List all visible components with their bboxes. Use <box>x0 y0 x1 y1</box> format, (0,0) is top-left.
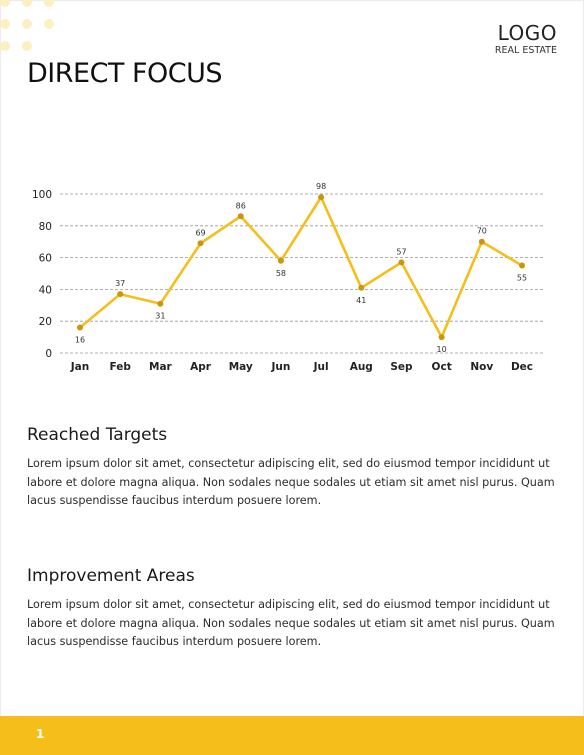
page-title: DIRECT FOCUS <box>27 58 223 89</box>
x-tick-label: Oct <box>431 361 452 373</box>
y-tick-label: 0 <box>45 348 52 360</box>
y-tick-label: 60 <box>38 252 52 265</box>
data-point <box>117 291 123 297</box>
logo-subtitle: REAL ESTATE <box>494 45 557 56</box>
y-tick-label: 80 <box>38 220 52 233</box>
data-label: 70 <box>476 226 487 236</box>
decor-dot <box>0 0 10 7</box>
x-tick-label: Dec <box>510 361 534 373</box>
decor-dot <box>0 41 10 51</box>
x-tick-label: Aug <box>349 361 373 373</box>
section-heading: Reached Targets <box>27 425 168 445</box>
decor-dot <box>22 41 32 51</box>
decor-dot <box>22 19 32 29</box>
x-tick-label: May <box>228 361 253 373</box>
data-point <box>157 301 163 307</box>
decor-dot <box>22 0 32 7</box>
decor-dot <box>44 19 54 29</box>
x-tick-label: Jul <box>313 361 329 373</box>
decor-dot <box>44 0 54 7</box>
x-tick-label: Jan <box>70 361 90 373</box>
data-label: 37 <box>115 279 126 289</box>
x-tick-label: Apr <box>190 361 211 373</box>
section-body: Lorem ipsum dolor sit amet, consectetur adipiscing elit, sed do eiusmod tempor incididunt ut labore et dolore magna aliqua. Non sodales neque sodales ut etiam sit amet nisl purus. Quam lacus suspendisse faucibus interdum posuere lorem. <box>27 598 555 648</box>
section-heading: Improvement Areas <box>27 566 195 586</box>
section-body: Lorem ipsum dolor sit amet, consectetur adipiscing elit, sed do eiusmod tempor incididunt ut labore et dolore magna aliqua. Non sodales neque sodales ut etiam sit amet nisl purus. Quam lacus suspendisse faucibus interdum posuere lorem. <box>27 457 555 507</box>
data-point <box>238 213 244 219</box>
data-point <box>318 194 324 200</box>
data-point <box>398 259 404 265</box>
data-label: 98 <box>315 182 327 192</box>
page-number: 1 <box>36 727 45 741</box>
section-improvement-areas <box>27 566 562 652</box>
x-tick-label: Feb <box>109 361 131 373</box>
data-label: 41 <box>356 295 367 305</box>
y-tick-label: 20 <box>38 316 52 329</box>
logo <box>495 22 557 57</box>
x-tick-label: Mar <box>149 361 172 373</box>
decorative-dots <box>0 0 70 60</box>
series-line <box>80 197 522 337</box>
y-tick-label: 40 <box>38 284 52 297</box>
data-label: 16 <box>74 335 86 345</box>
data-label: 55 <box>516 273 528 283</box>
x-tick-label: Jun <box>271 361 291 373</box>
data-point <box>278 258 284 264</box>
section-reached-targets <box>27 425 562 511</box>
data-point <box>519 263 525 269</box>
line-chart <box>0 175 584 385</box>
data-point <box>439 334 445 340</box>
data-label: 57 <box>396 247 407 257</box>
data-label: 69 <box>195 228 206 238</box>
data-label: 10 <box>436 345 447 355</box>
data-label: 31 <box>155 311 166 321</box>
data-label: 86 <box>235 201 246 211</box>
data-label: 58 <box>275 268 287 278</box>
data-point <box>358 285 364 291</box>
logo-text: LOGO <box>497 21 557 45</box>
decor-dot <box>0 19 10 29</box>
data-point <box>77 325 83 331</box>
x-tick-label: Nov <box>470 361 494 373</box>
y-tick-label: 100 <box>31 189 52 201</box>
data-point <box>479 239 485 245</box>
data-point <box>198 240 204 246</box>
footer-bar <box>0 716 584 755</box>
x-tick-label: Sep <box>390 361 413 373</box>
